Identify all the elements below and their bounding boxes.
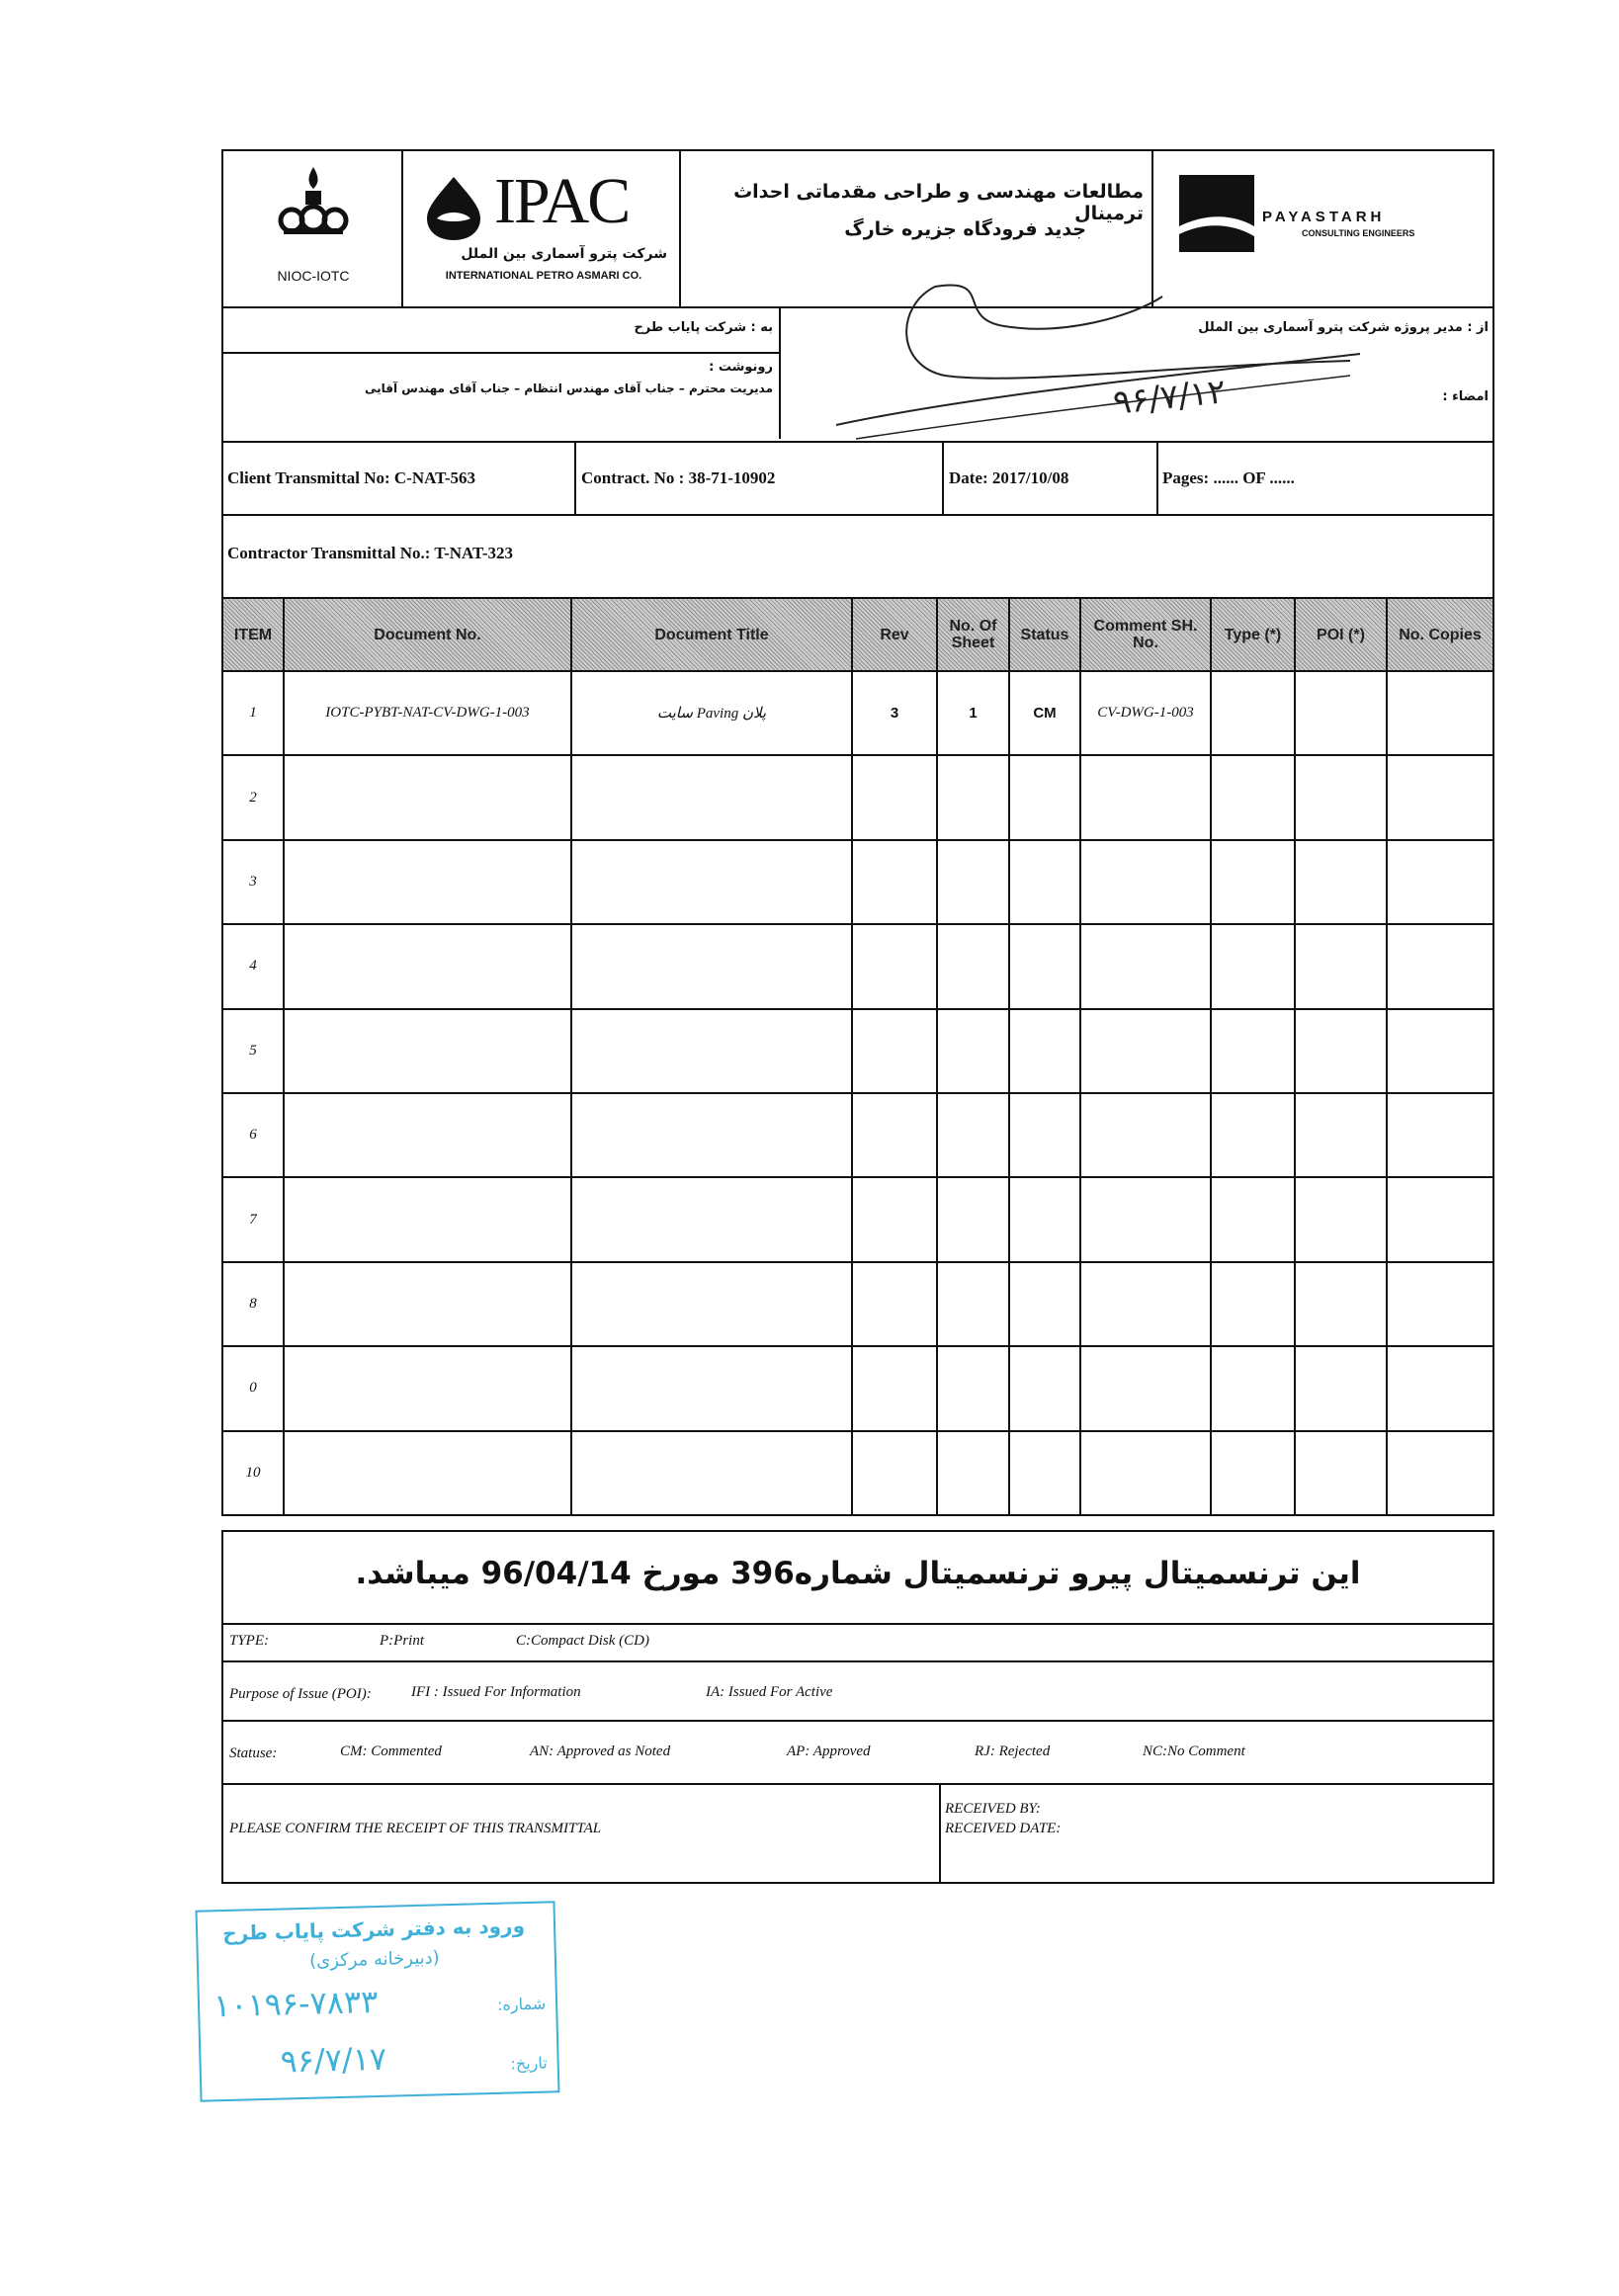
cell-type bbox=[1212, 841, 1296, 923]
header-document-no: Document No. bbox=[285, 599, 572, 670]
pages-field: Pages: ...... OF ...... bbox=[1162, 468, 1295, 487]
cell-poi bbox=[1296, 1094, 1388, 1176]
cell-document-no bbox=[285, 1178, 572, 1260]
ipac-logo-cell bbox=[403, 151, 681, 306]
cell-rev bbox=[853, 925, 938, 1007]
cell-rev bbox=[853, 1432, 938, 1514]
cell-rev bbox=[853, 841, 938, 923]
cell-poi bbox=[1296, 672, 1388, 754]
cell-no-copies bbox=[1388, 1432, 1492, 1514]
cell-item: 2 bbox=[223, 756, 285, 838]
nioc-flame-logo-icon bbox=[278, 163, 349, 242]
table-body bbox=[223, 670, 1492, 1514]
nioc-label: NIOC-IOTC bbox=[277, 268, 350, 284]
table-row bbox=[223, 1008, 1492, 1092]
stamp-number-label: شماره: bbox=[496, 1994, 547, 2014]
contractor-transmittal: Contractor Transmittal No.: T-NAT-323 bbox=[227, 544, 513, 562]
header-comment-sh-no: Comment SH. No. bbox=[1081, 599, 1212, 670]
cell-no-of-sheet bbox=[938, 756, 1010, 838]
cell-status bbox=[1010, 1178, 1081, 1260]
ipac-drop-logo-icon bbox=[419, 173, 488, 242]
cell-type bbox=[1212, 1347, 1296, 1429]
to-field: به : شرکت پایاب طرح bbox=[634, 320, 773, 335]
received-date: RECEIVED DATE: bbox=[945, 1821, 1062, 1836]
poi-label: Purpose of Issue (POI): bbox=[229, 1686, 372, 1702]
cell-item: 3 bbox=[223, 841, 285, 923]
contractor-row bbox=[221, 514, 1494, 599]
project-title-line1: مطالعات مهندسی و طراحی مقدماتی احداث ترمینال bbox=[733, 181, 1144, 224]
cell-no-of-sheet bbox=[938, 1094, 1010, 1176]
cell-poi bbox=[1296, 841, 1388, 923]
addressing-block bbox=[221, 306, 1494, 443]
cell-document-no bbox=[285, 925, 572, 1007]
table-row bbox=[223, 754, 1492, 838]
cell-poi bbox=[1296, 756, 1388, 838]
cell-type bbox=[1212, 1094, 1296, 1176]
cell-document-title bbox=[572, 1263, 853, 1345]
project-title-line2: جدید فرودگاه جزیره خارگ bbox=[844, 218, 1086, 240]
table-row bbox=[223, 1345, 1492, 1429]
cell-document-title bbox=[572, 1432, 853, 1514]
cell-type bbox=[1212, 1010, 1296, 1092]
cell-document-no bbox=[285, 756, 572, 838]
cell-rev bbox=[853, 756, 938, 838]
cell-rev bbox=[853, 1178, 938, 1260]
cell-document-title bbox=[572, 841, 853, 923]
cell-no-of-sheet bbox=[938, 1010, 1010, 1092]
cell-document-no: IOTC-PYBT-NAT-CV-DWG-1-003 bbox=[285, 672, 572, 754]
cell-item: 6 bbox=[223, 1094, 285, 1176]
header-rev: Rev bbox=[853, 599, 938, 670]
table-row bbox=[223, 1176, 1492, 1260]
stamp-line2: (دبیرخانه مرکزی) bbox=[308, 1947, 440, 1972]
header-poi: POI (*) bbox=[1296, 599, 1388, 670]
client-transmittal: Client Transmittal No: C-NAT-563 bbox=[227, 468, 476, 487]
cell-comment-sh-no bbox=[1081, 1010, 1212, 1092]
type-cd: C:Compact Disk (CD) bbox=[516, 1633, 649, 1649]
cell-comment-sh-no bbox=[1081, 756, 1212, 838]
confirm-receipt: PLEASE CONFIRM THE RECEIPT OF THIS TRANSMITTAL bbox=[229, 1821, 602, 1836]
cell-document-title bbox=[572, 1094, 853, 1176]
cell-comment-sh-no bbox=[1081, 1432, 1212, 1514]
table-header bbox=[223, 599, 1492, 670]
cell-type bbox=[1212, 756, 1296, 838]
cell-document-no bbox=[285, 841, 572, 923]
cell-comment-sh-no bbox=[1081, 1263, 1212, 1345]
table-row bbox=[223, 1092, 1492, 1176]
header-item: ITEM bbox=[223, 599, 285, 670]
stamp-date-value: ۹۶/۷/۱۷ bbox=[280, 2039, 387, 2081]
signature-label: امضاء : bbox=[1442, 389, 1489, 404]
cell-status bbox=[1010, 841, 1081, 923]
cell-no-of-sheet bbox=[938, 1432, 1010, 1514]
nioc-logo-cell bbox=[223, 151, 403, 306]
stamp-line1: ورود به دفتر شرکت پایاب طرح bbox=[221, 1913, 526, 1946]
cc-text: مدیریت محترم – جناب آقای مهندس انتظام – جناب آقای مهندس آقایی bbox=[364, 382, 773, 395]
cell-poi bbox=[1296, 925, 1388, 1007]
status-rj: RJ: Rejected bbox=[975, 1743, 1051, 1759]
cell-type bbox=[1212, 925, 1296, 1007]
cell-rev bbox=[853, 1347, 938, 1429]
cell-item: 1 bbox=[223, 672, 285, 754]
info-row bbox=[221, 441, 1494, 516]
cell-no-of-sheet: 1 bbox=[938, 672, 1010, 754]
cell-document-title bbox=[572, 1178, 853, 1260]
receipt-stamp bbox=[196, 1901, 560, 2101]
header-type: Type (*) bbox=[1212, 599, 1296, 670]
cell-document-no bbox=[285, 1432, 572, 1514]
status-cm: CM: Commented bbox=[340, 1743, 442, 1759]
cell-no-of-sheet bbox=[938, 841, 1010, 923]
cell-poi bbox=[1296, 1347, 1388, 1429]
cell-comment-sh-no bbox=[1081, 1347, 1212, 1429]
cell-document-no bbox=[285, 1347, 572, 1429]
status-an: AN: Approved as Noted bbox=[530, 1743, 671, 1759]
cell-no-copies bbox=[1388, 1010, 1492, 1092]
header-document-title: Document Title bbox=[572, 599, 853, 670]
date-field: Date: 2017/10/08 bbox=[949, 468, 1069, 487]
table-row bbox=[223, 923, 1492, 1007]
ipac-fa-name: شرکت پترو آسماری بین الملل bbox=[461, 246, 667, 262]
cell-status: CM bbox=[1010, 672, 1081, 754]
cell-item: 4 bbox=[223, 925, 285, 1007]
cc-label: رونوشت : bbox=[709, 360, 773, 375]
cell-no-copies bbox=[1388, 756, 1492, 838]
cell-item: 8 bbox=[223, 1263, 285, 1345]
status-nc: NC:No Comment bbox=[1143, 1743, 1245, 1759]
header-no-copies: No. Copies bbox=[1388, 599, 1492, 670]
cell-type bbox=[1212, 1263, 1296, 1345]
table-row bbox=[223, 839, 1492, 923]
type-label: TYPE: bbox=[229, 1633, 270, 1649]
cell-no-copies bbox=[1388, 672, 1492, 754]
cell-status bbox=[1010, 1010, 1081, 1092]
cell-no-of-sheet bbox=[938, 1263, 1010, 1345]
cell-status bbox=[1010, 1263, 1081, 1345]
stamp-number-value: ۱۰۱۹۶-۷۸۳۳ bbox=[213, 1983, 379, 2025]
cell-rev bbox=[853, 1263, 938, 1345]
cell-document-no bbox=[285, 1263, 572, 1345]
table-row bbox=[223, 670, 1492, 754]
contract-no: Contract. No : 38-71-10902 bbox=[581, 468, 776, 487]
status-ap: AP: Approved bbox=[787, 1743, 871, 1759]
cell-document-no bbox=[285, 1094, 572, 1176]
cell-no-copies bbox=[1388, 1178, 1492, 1260]
payastarh-sub: CONSULTING ENGINEERS bbox=[1302, 228, 1415, 238]
handwritten-date: ۹۶/۷/۱۲ bbox=[1111, 372, 1228, 423]
ipac-en-name: INTERNATIONAL PETRO ASMARI CO. bbox=[445, 270, 642, 282]
cell-item: 10 bbox=[223, 1432, 285, 1514]
payastarh-name: PAYASTARH bbox=[1262, 209, 1386, 225]
from-field: از : مدیر پروژه شرکت پترو آسماری بین الملل bbox=[1198, 320, 1489, 335]
handwritten-signature bbox=[757, 227, 1370, 455]
table-row bbox=[223, 1261, 1492, 1345]
cell-item: 0 bbox=[223, 1347, 285, 1429]
received-by: RECEIVED BY: bbox=[945, 1801, 1041, 1817]
header-no-of-sheet: No. Of Sheet bbox=[938, 599, 1010, 670]
cell-comment-sh-no bbox=[1081, 1094, 1212, 1176]
cell-document-title bbox=[572, 1010, 853, 1092]
cell-rev bbox=[853, 1094, 938, 1176]
cell-no-of-sheet bbox=[938, 1178, 1010, 1260]
cell-document-title bbox=[572, 756, 853, 838]
cell-document-title: پلان Paving سایت bbox=[572, 672, 853, 754]
cell-item: 7 bbox=[223, 1178, 285, 1260]
cell-item: 5 bbox=[223, 1010, 285, 1092]
document-table bbox=[221, 597, 1494, 1516]
cell-status bbox=[1010, 925, 1081, 1007]
cell-comment-sh-no bbox=[1081, 841, 1212, 923]
cell-poi bbox=[1296, 1010, 1388, 1092]
cell-status bbox=[1010, 756, 1081, 838]
cell-type bbox=[1212, 1432, 1296, 1514]
cell-poi bbox=[1296, 1432, 1388, 1514]
cell-type bbox=[1212, 672, 1296, 754]
cell-rev: 3 bbox=[853, 672, 938, 754]
header-status: Status bbox=[1010, 599, 1081, 670]
cell-no-copies bbox=[1388, 841, 1492, 923]
cell-poi bbox=[1296, 1263, 1388, 1345]
cell-rev bbox=[853, 1010, 938, 1092]
cell-status bbox=[1010, 1347, 1081, 1429]
cell-no-copies bbox=[1388, 1263, 1492, 1345]
poi-ifi: IFI : Issued For Information bbox=[411, 1684, 581, 1700]
cell-no-copies bbox=[1388, 1094, 1492, 1176]
cell-no-of-sheet bbox=[938, 1347, 1010, 1429]
cell-comment-sh-no bbox=[1081, 925, 1212, 1007]
poi-ia: IA: Issued For Active bbox=[706, 1684, 833, 1700]
cell-comment-sh-no bbox=[1081, 1178, 1212, 1260]
cell-poi bbox=[1296, 1178, 1388, 1260]
follow-up-note: این ترنسمیتال پیرو ترنسمیتال شماره396 مورخ 96/04/14 میباشد. bbox=[355, 1556, 1361, 1591]
cell-document-no bbox=[285, 1010, 572, 1092]
stamp-date-label: تاریخ: bbox=[510, 2053, 548, 2074]
status-label: Statuse: bbox=[229, 1745, 278, 1761]
cell-document-title bbox=[572, 1347, 853, 1429]
cell-no-copies bbox=[1388, 1347, 1492, 1429]
cell-status bbox=[1010, 1432, 1081, 1514]
cell-document-title bbox=[572, 925, 853, 1007]
table-row bbox=[223, 1430, 1492, 1514]
cell-no-copies bbox=[1388, 925, 1492, 1007]
cell-no-of-sheet bbox=[938, 925, 1010, 1007]
cell-status bbox=[1010, 1094, 1081, 1176]
cell-type bbox=[1212, 1178, 1296, 1260]
ipac-logo-text: IPAC bbox=[494, 165, 630, 237]
cell-comment-sh-no: CV-DWG-1-003 bbox=[1081, 672, 1212, 754]
type-print: P:Print bbox=[380, 1633, 424, 1649]
footer-box bbox=[221, 1530, 1494, 1884]
